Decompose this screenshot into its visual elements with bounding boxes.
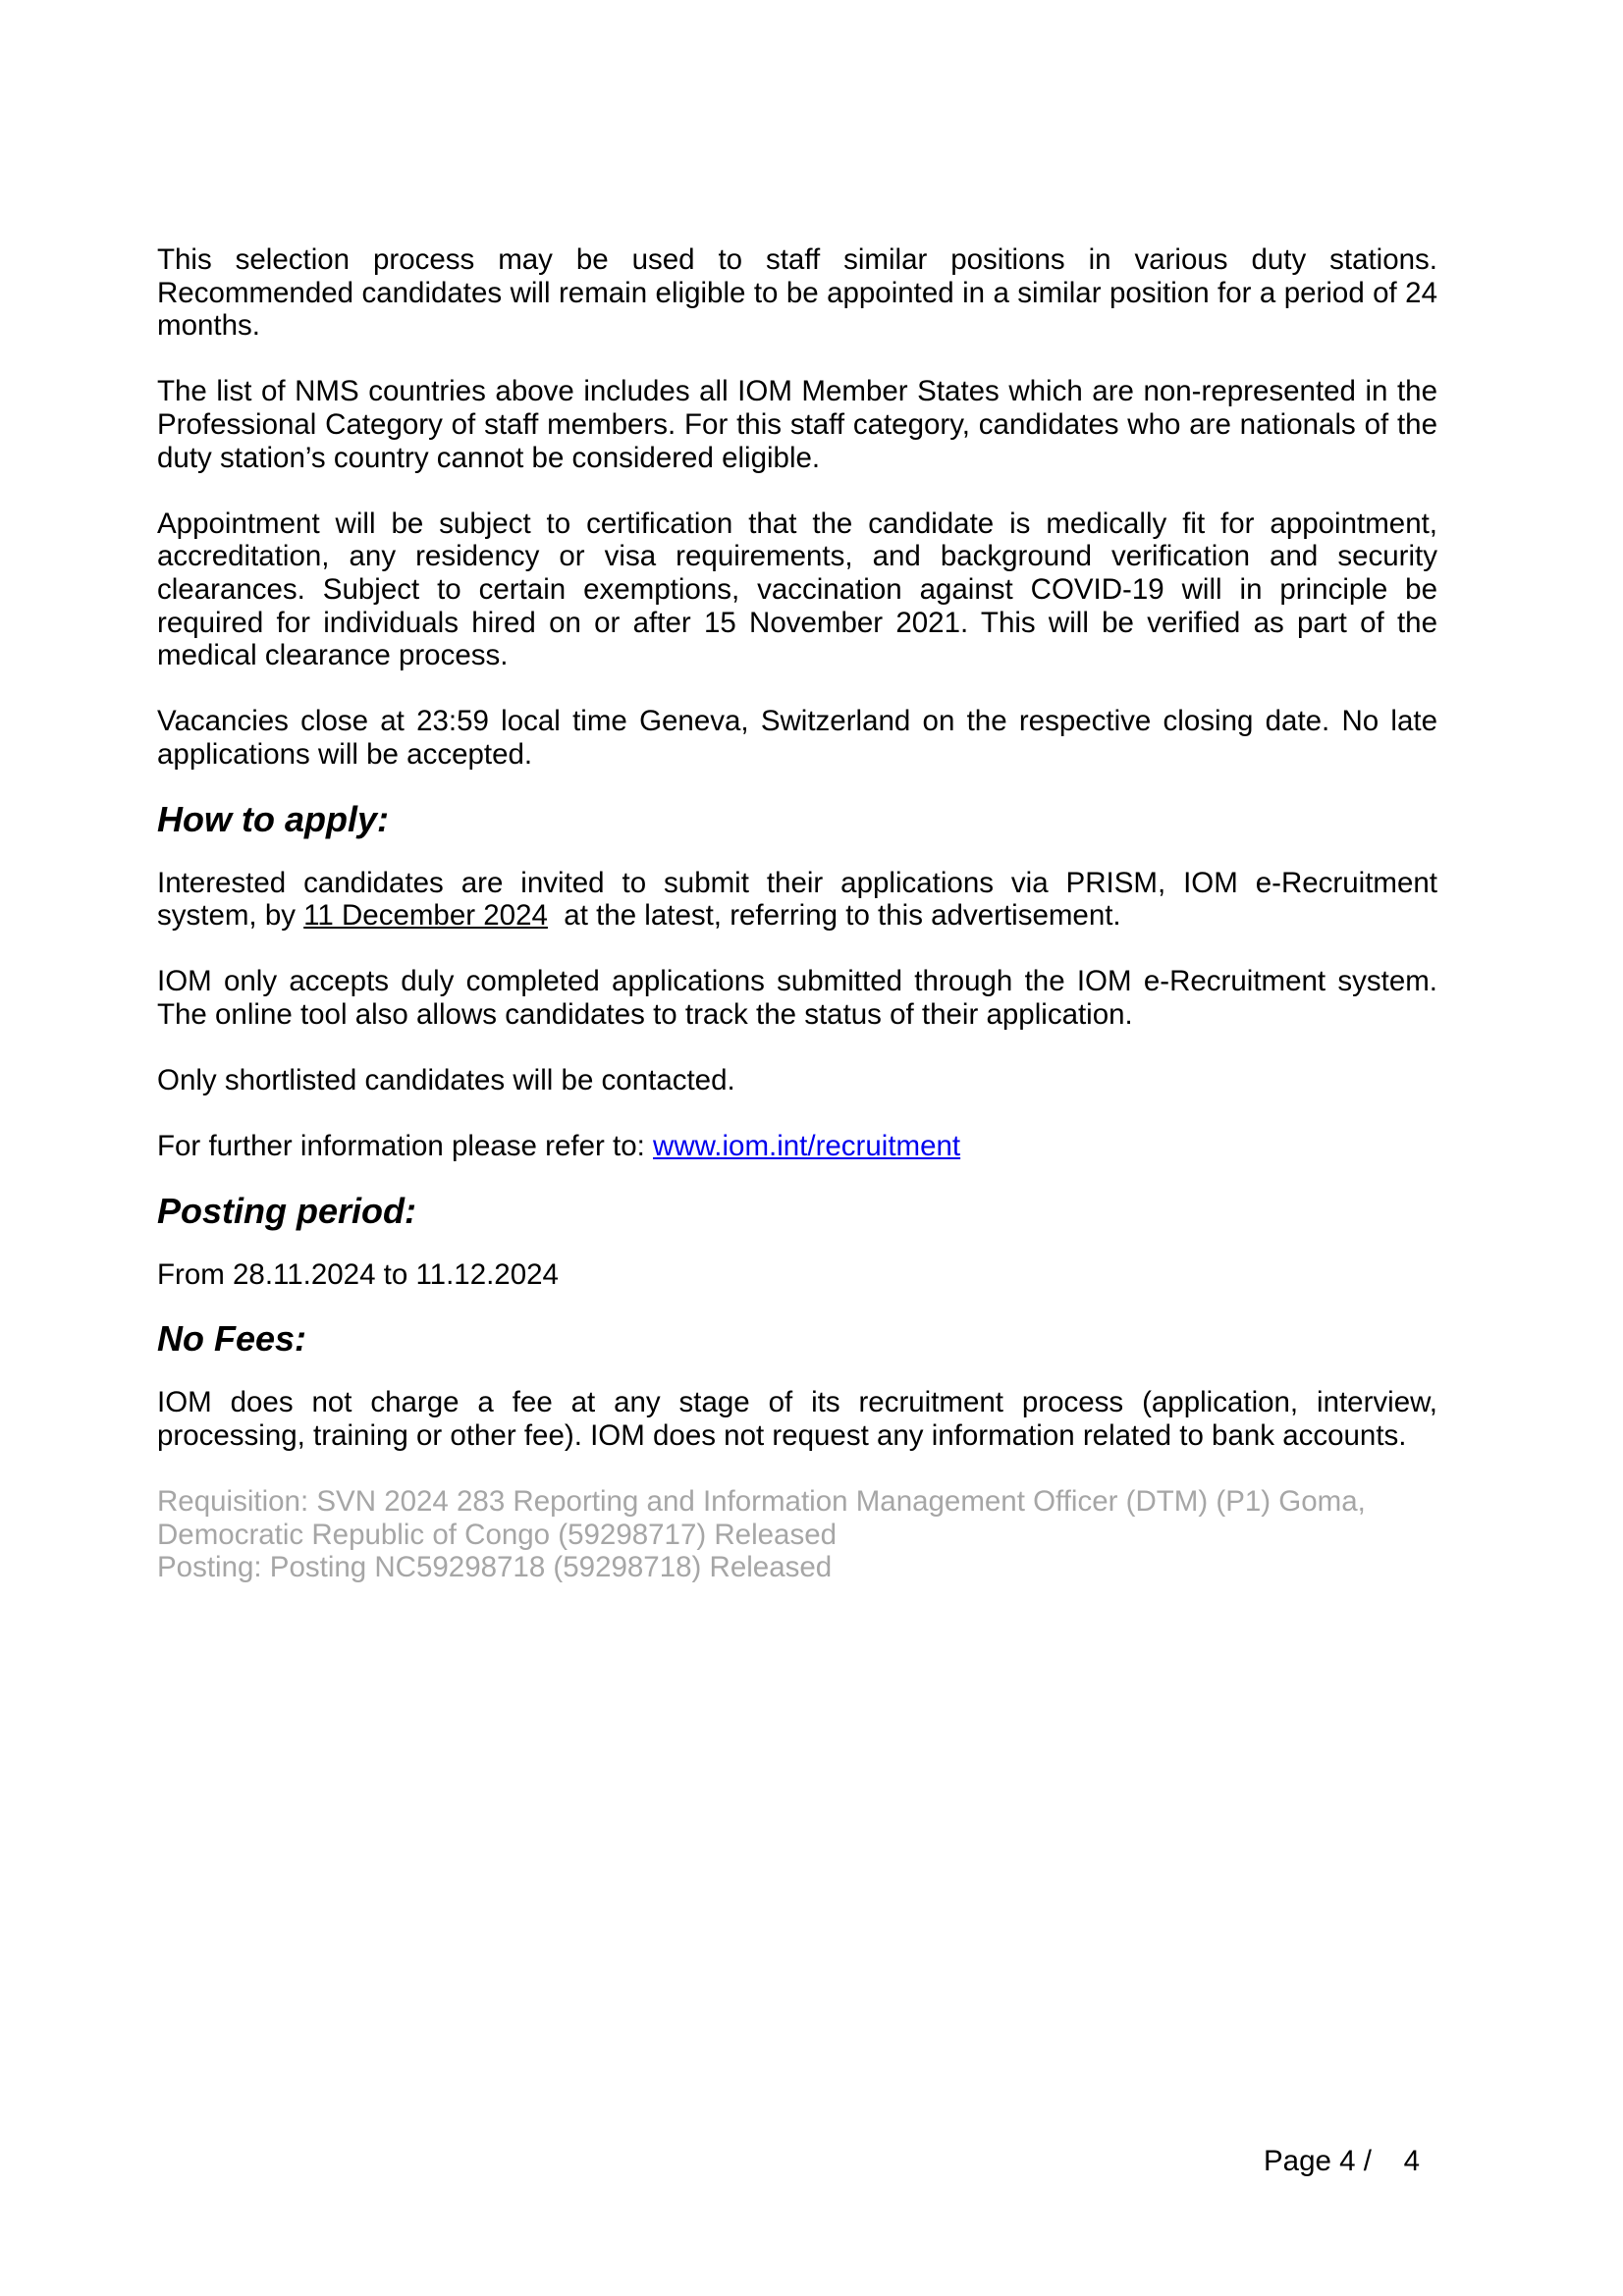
page-number: Page 4 / 4 (1264, 2145, 1421, 2177)
paragraph-no-fees: IOM does not charge a fee at any stage of its recruitment process (application, interview, processing, training or other fee). IOM does not request any information related to bank accounts. (157, 1386, 1437, 1453)
paragraph-vacancies-close: Vacancies close at 23:59 local time Geneva, Switzerland on the respective closing date. No late applications will be accepted. (157, 705, 1437, 771)
paragraph-further-info (157, 1130, 1437, 1163)
posting-line: Posting: Posting NC59298718 (59298718) Released (157, 1551, 833, 1584)
section-posting-period (157, 1190, 1437, 1292)
paragraph-appointment: Appointment will be subject to certification that the candidate is medically fit for appointment, accreditation, any residency or visa requirements, and background verification and security clearances. Subject to certain exemptions, vaccination against COVID-19 will in principle be required for individuals hired on or after 15 November 2021. This will be verified as part of the medical clearance process. (157, 507, 1437, 672)
heading-no-fees: No Fees: (157, 1318, 307, 1360)
paragraph-shortlisted: Only shortlisted candidates will be contacted. (157, 1064, 735, 1097)
section-no-fees (157, 1317, 1437, 1452)
heading-posting-period: Posting period: (157, 1190, 416, 1231)
requisition-line-1: Requisition: SVN 2024 283 Reporting and Information Management Officer (DTM) (P1) Goma, (157, 1485, 1366, 1519)
paragraph-e-recruitment: IOM only accepts duly completed applications submitted through the IOM e-Recruitment system. The online tool also allows candidates to track the status of their application. (157, 965, 1437, 1031)
apply-text-before: Interested candidates are invited to submit their applications via PRISM, IOM e-Recruitment system, by (157, 866, 1437, 933)
apply-text-after: at the latest, referring to this advertisement. (547, 899, 1121, 933)
paragraph-nms-countries: The list of NMS countries above includes all IOM Member States which are non-represented in the Professional Category of staff members. For this staff category, candidates who are nationals of the duty station’s country cannot be considered eligible. (157, 375, 1437, 474)
closing-date: 11 December 2024 (303, 899, 548, 933)
document-body (157, 243, 1437, 1584)
further-info-text: For further information please refer to: (157, 1130, 654, 1163)
paragraph-selection-process: This selection process may be used to staff similar positions in various duty stations. Recommended candidates will remain eligible to be appointed in a similar position for a period of 24 months. (157, 243, 1437, 343)
recruitment-link[interactable]: www.iom.int/recruitment (653, 1130, 961, 1163)
posting-period-dates: From 28.11.2024 to 11.12.2024 (157, 1257, 559, 1291)
requisition-info (157, 1485, 1437, 1584)
requisition-line-2: Democratic Republic of Congo (59298717) Released (157, 1518, 838, 1551)
section-how-to-apply (157, 798, 1437, 1163)
heading-how-to-apply: How to apply: (157, 798, 389, 839)
paragraph-apply-instructions (157, 867, 1437, 933)
